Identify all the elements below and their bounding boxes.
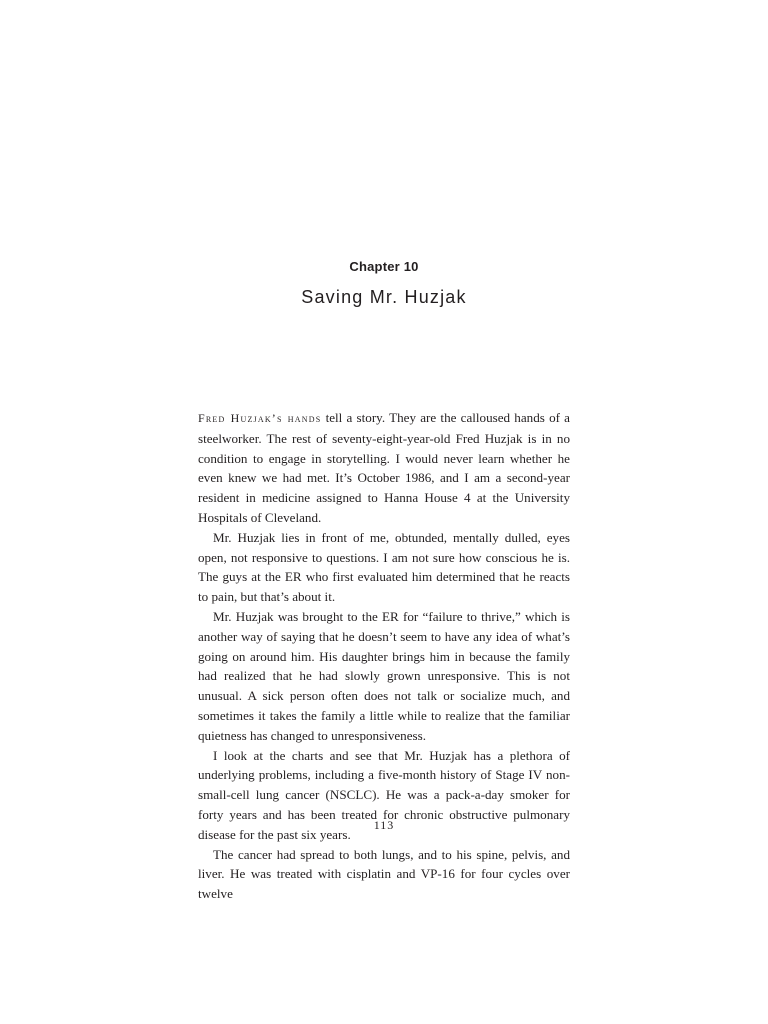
paragraph-5: The cancer had spread to both lungs, and to his spine, pelvis, and liver. He was treated with cisplatin and VP-16 for four cycles over twelve: [198, 846, 570, 902]
paragraph-3: Mr. Huzjak was brought to the ER for “failure to thrive,” which is another way of saying that he doesn’t seem to have any idea of what’s going on around him. His daughter brings him in because the family had realized that he had slowly grown unresponsive. This is not unusual. A sick person often does not talk or socialize much, and sometimes it takes the family a little while to realize that the familiar quietness has changed to unresponsiveness.: [198, 608, 570, 743]
page-number: 113: [373, 818, 395, 832]
lead-in-smallcaps: Fred Huzjak’s hands: [198, 411, 322, 425]
paragraph-2: Mr. Huzjak lies in front of me, obtunded, mentally dulled, eyes open, not responsive to questions. I am not sure how conscious he is. The guys at the ER who first evaluated him determined that he reacts to pain, but that’s about it.: [198, 529, 570, 605]
paragraph-1-text: tell a story. They are the calloused hands of a steelworker. The rest of seventy-eight-year-old Fred Huzjak is in no condition to engage in storytelling. I would never learn whether he even knew we had met. It’s October 1986, and I am a second-year resident in medicine assigned to Hanna House 4 at the University Hospitals of Cleveland.: [198, 410, 570, 525]
chapter-title: Saving Mr. Huzjak: [301, 287, 467, 307]
chapter-number: Chapter 10: [349, 259, 419, 274]
paragraph-1: [198, 408, 570, 528]
paragraph-4: I look at the charts and see that Mr. Huzjak has a plethora of underlying problems, including a five-month history of Stage IV non-small-cell lung cancer (NSCLC). He was a pack-a-day smoker for forty years and has been treated for chronic obstructive pulmonary disease for the past six years.: [198, 747, 570, 842]
